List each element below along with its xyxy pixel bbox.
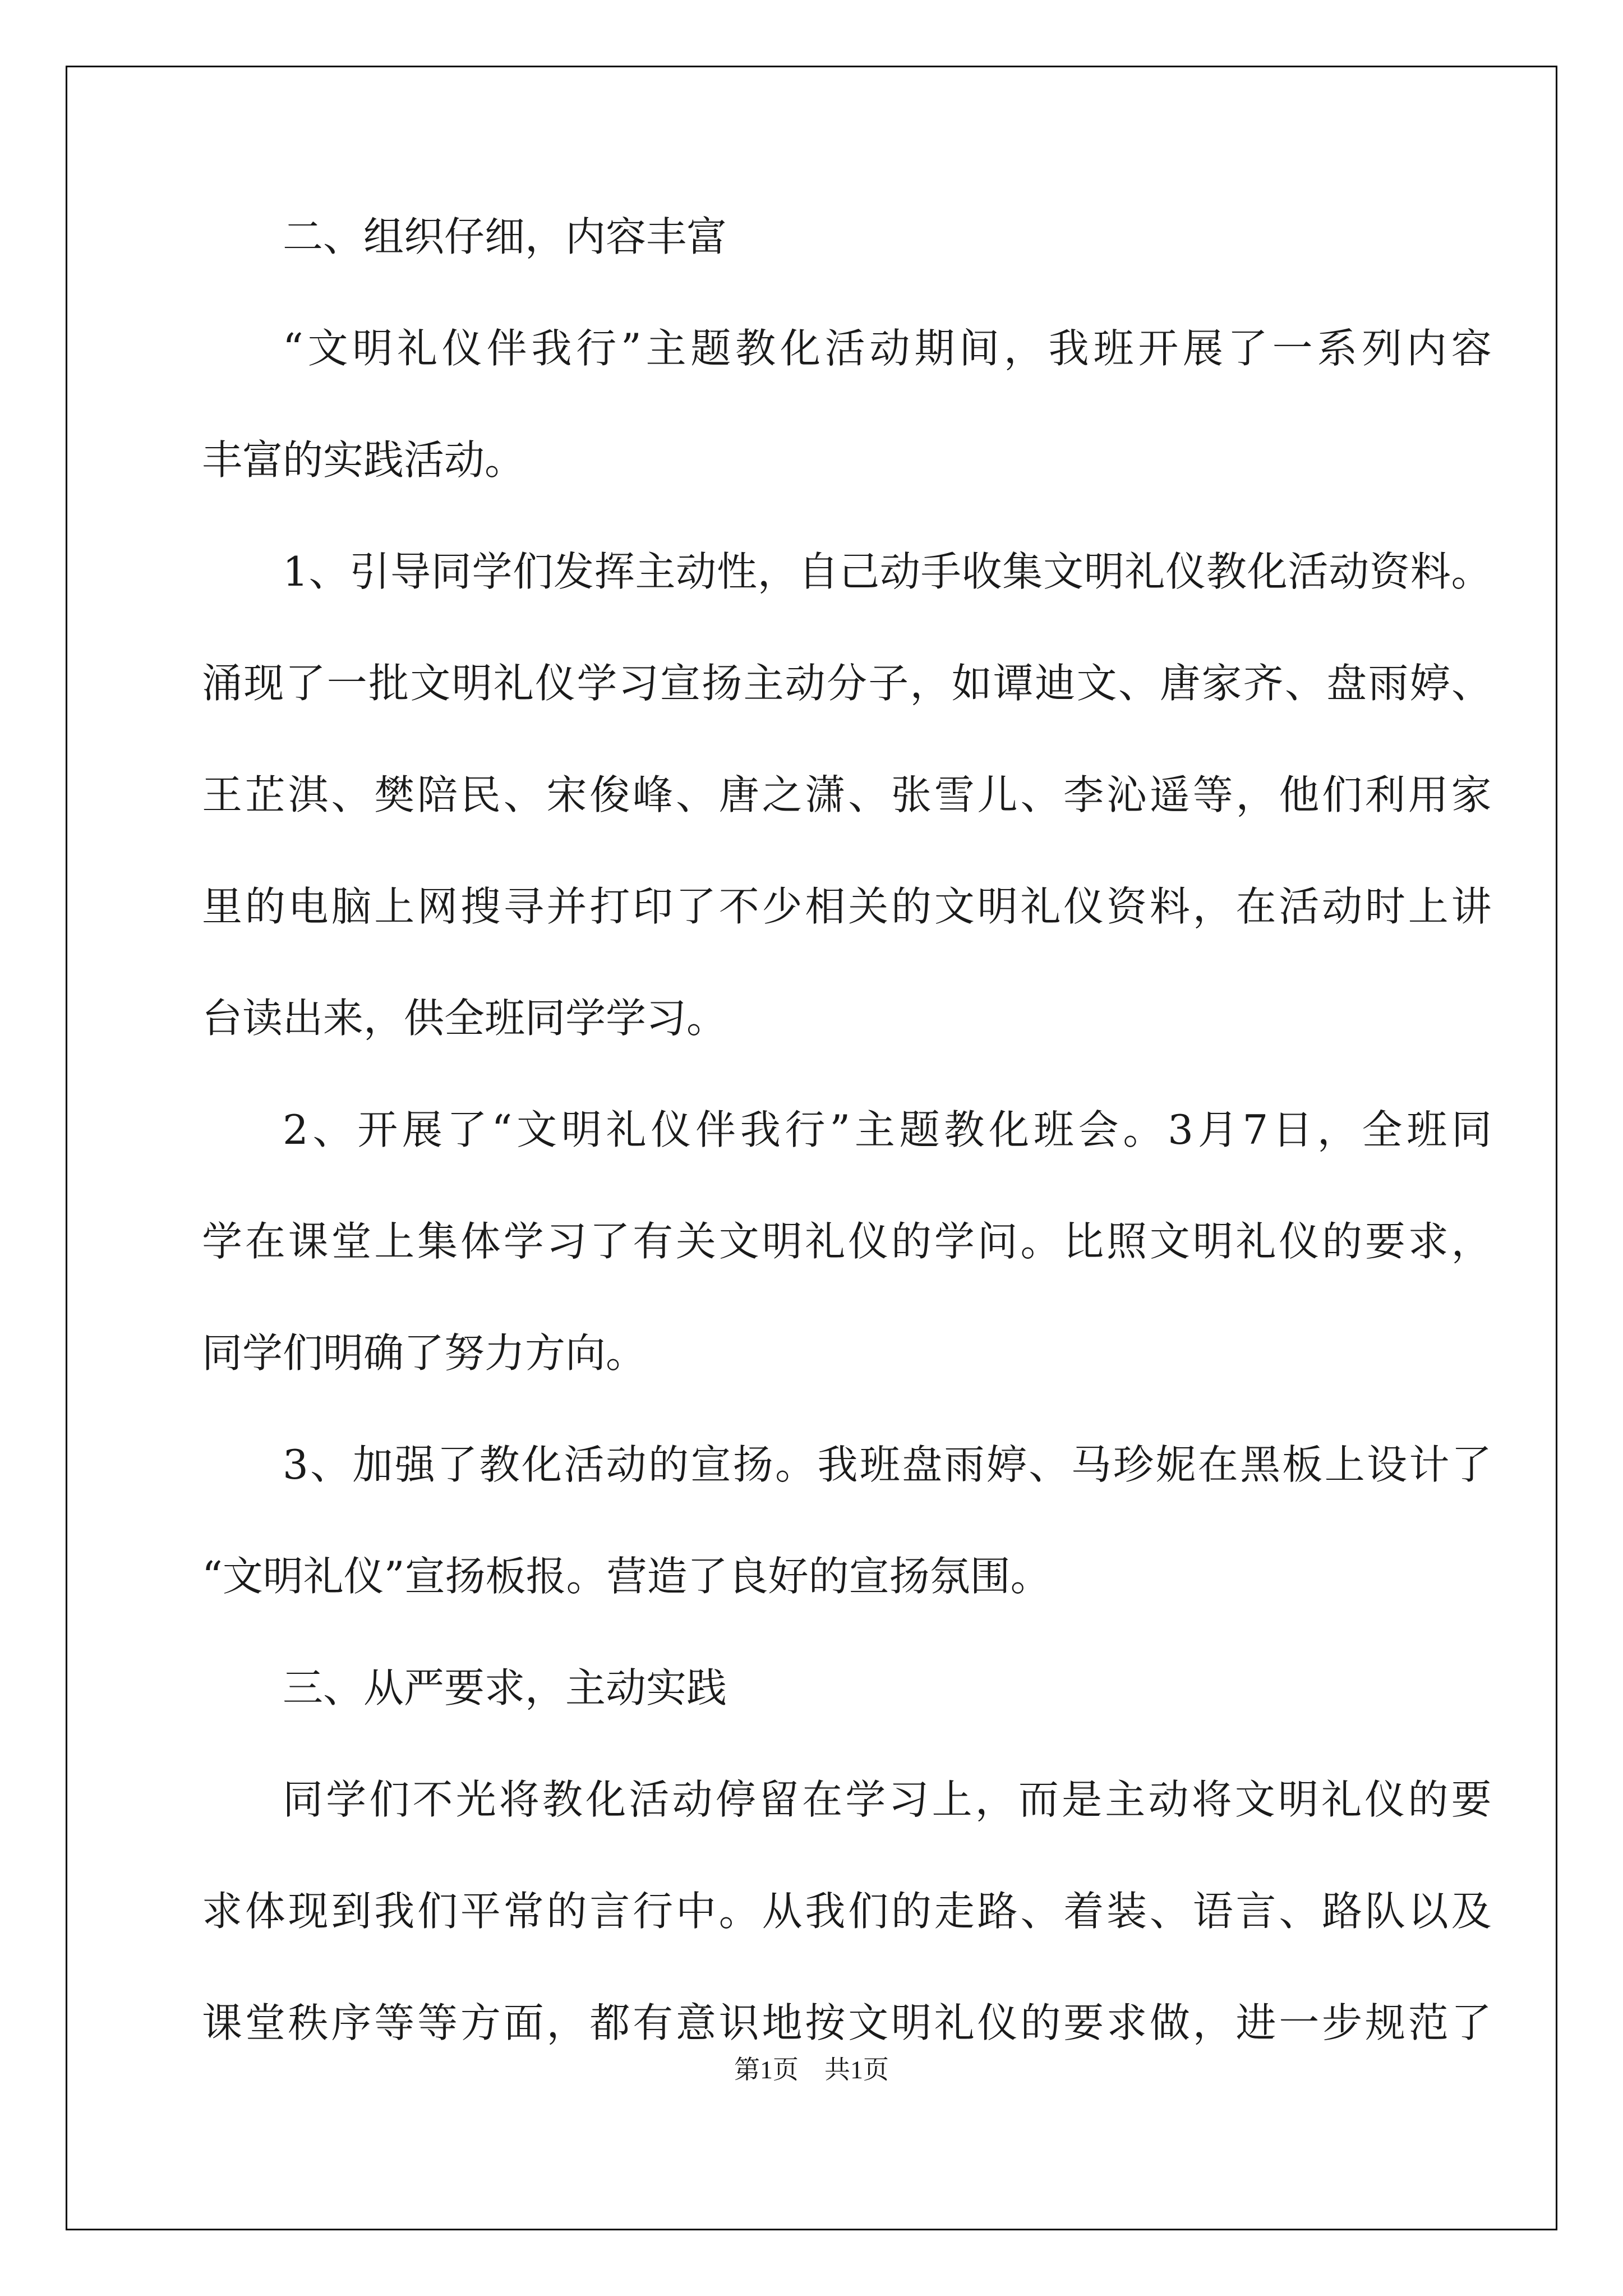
text-line: 同学们明确了努力方向。 [202, 1329, 647, 1377]
text-line: 2 、 开 展 了 “ 文 明 礼 仪 伴 我 行 ” 主 题 教 化 班 会 。 3 月 7 日 ， 全 班 同 [283, 1106, 1492, 1153]
text-line: “文明礼仪”宣扬板报。营造了良好的宣扬氛围。 [202, 1553, 1051, 1600]
text-line: 3 、 加 强 了 教 化 活 动 的 宣 扬 。 我 班 盘 雨 婷 、 马 珍 妮 在 黑 板 上 设 计 了 [283, 1441, 1492, 1488]
text-line: 学 在 课 堂 上 集 体 学 习 了 有 关 文 明 礼 仪 的 学 问 。 比 照 文 明 礼 仪 的 要 求 ， [202, 1218, 1492, 1265]
text-line: 二、组织仔细，内容丰富 [283, 213, 727, 260]
document-body [202, 209, 1492, 2106]
text-line: 求 体 现 到 我 们 平 常 的 言 行 中 。 从 我 们 的 走 路 、 着 装 、 语 言 、 路 队 以 及 [202, 1888, 1492, 1935]
text-line: 同 学 们 不 光 将 教 化 活 动 停 留 在 学 习 上 ， 而 是 主 动 将 文 明 礼 仪 的 要 [283, 1776, 1492, 1823]
text-line: 丰富的实践活动。 [202, 436, 525, 484]
text-line: 里 的 电 脑 上 网 搜 寻 并 打 印 了 不 少 相 关 的 文 明 礼 仪 资 料 ， 在 活 动 时 上 讲 [202, 883, 1492, 930]
text-line: 三、从严要求，主动实践 [283, 1664, 727, 1711]
text-line: 台读出来，供全班同学学习。 [202, 995, 727, 1042]
page-footer: 第1页 共1页 [734, 2055, 889, 2084]
text-line: 王 芷 淇 、 樊 陪 民 、 宋 俊 峰 、 唐 之 潇 、 张 雪 儿 、 李 沁 遥 等 ， 他 们 利 用 家 [202, 771, 1492, 818]
text-line: “ 文 明 礼 仪 伴 我 行 ” 主 题 教 化 活 动 期 间 ， 我 班 开 展 了 一 系 列 内 容 [283, 325, 1492, 372]
text-line: 1 、 引 导 同 学 们 发 挥 主 动 性 ， 自 己 动 手 收 集 文 明 礼 仪 教 化 活 动 资 料 。 [283, 548, 1492, 595]
text-line: 课 堂 秩 序 等 等 方 面 ， 都 有 意 识 地 按 文 明 礼 仪 的 要 求 做 ， 进 一 步 规 范 了 [202, 1999, 1492, 2046]
text-line: 涌 现 了 一 批 文 明 礼 仪 学 习 宣 扬 主 动 分 子 ， 如 谭 迪 文 、 唐 家 齐 、 盘 雨 婷 、 [202, 660, 1492, 707]
